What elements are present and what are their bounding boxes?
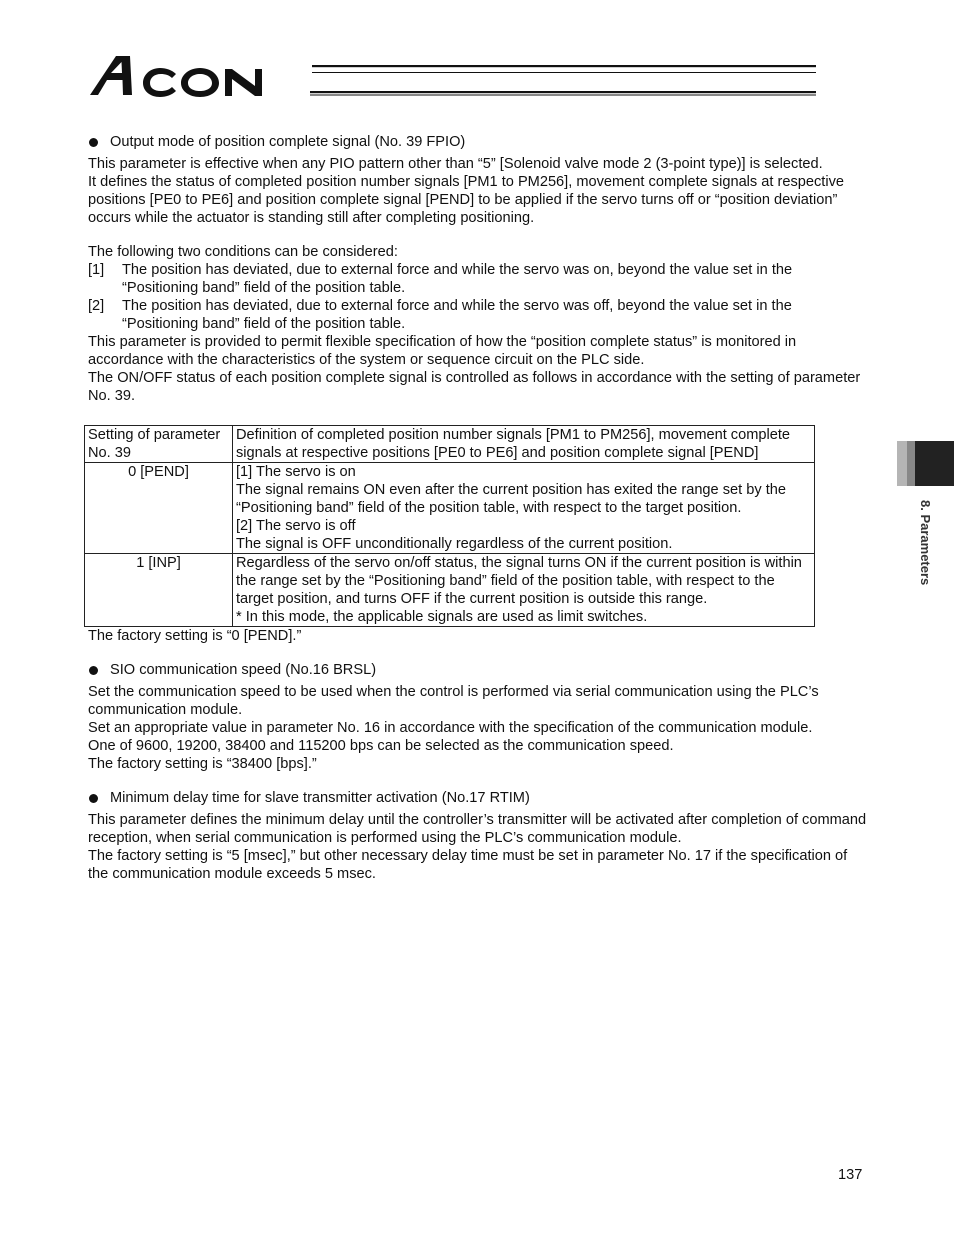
paragraph: Set an appropriate value in parameter No. 16 in accordance with the specification of the communication module. — [88, 720, 813, 736]
page-number: 137 — [838, 1167, 863, 1183]
table-row — [85, 463, 815, 554]
table-cell-definition: Regardless of the servo on/off status, the signal turns ON if the current position is within the range set by the “Positioning band” field of the position table, with respect to the target position, and turns OFF if the current position is outside this range. * In this mode, the applicable signals are used as limit switches. — [233, 554, 815, 627]
chapter-tab — [897, 441, 954, 486]
paragraph: The factory setting is “5 [msec],” but other necessary delay time must be set in parameter No. 17 if the specification of the communication module exceeds 5 msec. — [88, 848, 848, 882]
chapter-label: 8. Parameters — [918, 500, 933, 586]
list-item: [2] The position has deviated, due to external force and while the servo was off, beyond the value set in the “Positioning band” field of the position table. — [88, 298, 792, 332]
paragraph: This parameter is provided to permit flexible specification of how the “position complete status” is monitored in accordance with the characteristics of the system or sequence circuit on the PLC side. — [88, 334, 797, 368]
factory-setting: The factory setting is “0 [PEND].” — [88, 628, 302, 644]
list-item: [1] The position has deviated, due to external force and while the servo was on, beyond the value set in the “Positioning band” field of the position table. — [88, 262, 793, 296]
section-heading-rtim: Minimum delay time for slave transmitter activation (No.17 RTIM) — [88, 789, 868, 807]
table-cell-setting: 0 [PEND] — [85, 463, 233, 554]
table-header-cell: Setting of parameter No. 39 — [85, 426, 233, 463]
table-header-row — [85, 426, 815, 463]
table-row — [85, 554, 815, 627]
table-cell-setting: 1 [INP] — [85, 554, 233, 627]
paragraph: It defines the status of completed position number signals [PM1 to PM256], movement complete signals at respective positions [PE0 to PE6] and position complete signal [PEND] to be applied if the servo turns off or “position deviation” occurs while the actuator is standing still after completing positioning. — [88, 174, 845, 226]
page-content — [88, 133, 868, 883]
section-heading-fpio: Output mode of position complete signal (No. 39 FPIO) — [88, 133, 868, 151]
table-header-cell: Definition of completed position number signals [PM1 to PM256], movement complete signals at respective positions [PE0 to PE6] and position complete signal [PEND] — [233, 426, 815, 463]
paragraph: One of 9600, 19200, 38400 and 115200 bps can be selected as the communication speed. — [88, 738, 674, 754]
paragraph: This parameter defines the minimum delay until the controller’s transmitter will be activated after completion of command reception, when serial communication is performed using the PLC’s communication module. — [88, 812, 867, 846]
paragraph: The ON/OFF status of each position complete signal is controlled as follows in accordance with the setting of parameter No. 39. — [88, 370, 861, 404]
bullet-icon — [89, 666, 98, 675]
section-heading-brsl: SIO communication speed (No.16 BRSL) — [88, 661, 868, 679]
bullet-icon — [89, 794, 98, 803]
factory-setting: The factory setting is “38400 [bps].” — [88, 756, 317, 772]
paragraph: This parameter is effective when any PIO pattern other than “5” [Solenoid valve mode 2 (3-point type)] is selected. — [88, 156, 823, 172]
table-cell-definition: [1] The servo is on The signal remains ON even after the current position has exited the range set by the “Positioning band” field of the position table, with respect to the target position. [2] The servo is off The signal is OFF unconditionally regardless of the current position. — [233, 463, 815, 554]
acon-logo — [88, 50, 818, 100]
paragraph: The following two conditions can be considered: — [88, 244, 398, 260]
paragraph: Set the communication speed to be used when the control is performed via serial communication using the PLC’s communication module. — [88, 684, 819, 718]
bullet-icon — [89, 138, 98, 147]
fpio-table — [84, 425, 815, 627]
